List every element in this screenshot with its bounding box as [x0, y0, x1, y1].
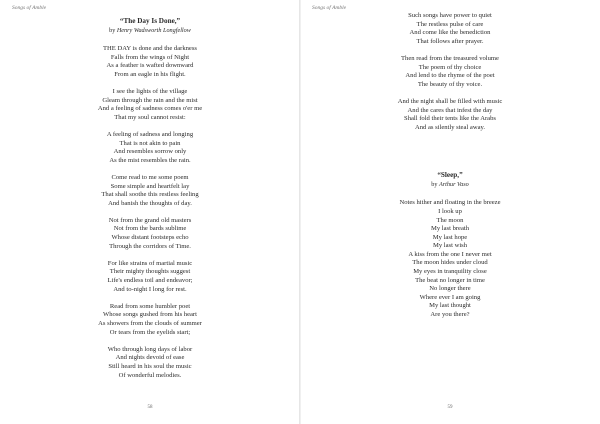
stanza	[25, 88, 275, 122]
poem-line: Where ever I am going	[419, 293, 481, 301]
poem-author: Henry Wadsworth Longfellow	[116, 27, 191, 34]
poem-line: And a feeling of sadness comes o'er me	[97, 105, 203, 113]
poem-line: And nights devoid of ease	[115, 354, 185, 362]
poem-line: That shall soothe this restless feeling	[101, 191, 199, 199]
byline-by: by	[431, 181, 438, 189]
stanza	[25, 174, 275, 208]
poem-line: Or tears from the eyelids start;	[109, 328, 191, 336]
poem-line: Not from the bards sublime	[113, 225, 187, 233]
stanza	[25, 131, 275, 165]
left-column	[25, 16, 275, 380]
poem-line: Whose songs gushed from his heart	[103, 311, 197, 319]
poem-line: A feeling of sadness and longing	[106, 130, 194, 138]
poem-line: The moon hides under cloud	[412, 259, 488, 267]
poem-line: Falls from the wings of Night	[110, 53, 190, 61]
poem-line: For like strains of martial music	[107, 259, 193, 267]
poem-title: “Sleep,”	[437, 171, 463, 180]
right-column	[325, 12, 575, 320]
poem-line: Some simple and heartfelt lay	[110, 182, 190, 190]
poem-byline	[325, 180, 575, 190]
second-poem	[325, 170, 575, 319]
poem-line: And resembles sorrow only	[113, 148, 187, 156]
stanza	[325, 55, 575, 89]
poem-line: Not from the grand old masters	[108, 216, 192, 224]
poem-line: Life's endless toil and endeavor;	[107, 277, 193, 285]
poem-line: The restless pulse of care	[416, 20, 484, 28]
poem-line: Then read from the treasured volume	[401, 54, 499, 62]
poem-line: And the night shall be filled with music	[397, 97, 503, 105]
poem-byline	[25, 26, 275, 36]
poem-line: I see the lights of the village	[112, 87, 188, 95]
stanza	[25, 346, 275, 380]
poem-line: Whose distant footsteps echo	[111, 234, 189, 242]
poem-line: As a feather is wafted downward	[106, 62, 194, 70]
poem-line: My last hope	[432, 233, 468, 241]
poem-line: Notes hither and floating in the breeze	[399, 199, 501, 207]
poem-line: That my soul cannot resist:	[114, 113, 186, 121]
stanza	[25, 303, 275, 337]
poem-line: Such songs have power to quiet	[408, 12, 492, 19]
poem-line: My last breath	[430, 225, 470, 233]
poem-line: Their mighty thoughts suggest	[109, 268, 191, 276]
poem-line: The beauty of thy voice.	[417, 80, 483, 88]
poem-line: Come read to me some poem	[111, 173, 189, 181]
poem-line: That is not akin to pain	[119, 139, 181, 147]
stanza	[325, 12, 575, 46]
poem-line: My eyes in tranquility close	[413, 268, 487, 276]
poem-line: From an eagle in his flight.	[114, 70, 186, 78]
page-number-right: 59	[447, 405, 453, 410]
poem-line: As the mist resembles the rain.	[109, 156, 191, 164]
poem-line: Still heard in his soul the music	[108, 362, 192, 370]
poem-line: As showers from the clouds of summer	[98, 320, 202, 327]
poem-line: And as silently steal away.	[414, 123, 486, 131]
poem-line: Read from some humbler poet	[109, 302, 191, 310]
stanza	[25, 260, 275, 294]
poem-line: Are you there?	[430, 311, 470, 319]
stanza	[325, 98, 575, 132]
stanza	[25, 217, 275, 251]
poem-line: And come like the benediction	[409, 29, 491, 37]
poem-line: And the cares that infest the day	[407, 106, 493, 114]
poem-author: Arthur Vaso	[438, 181, 469, 189]
stanza	[325, 199, 575, 319]
stanza	[25, 45, 275, 79]
running-head-left: Songs of Amble	[12, 5, 47, 11]
poem-line: And to-night I long for rest.	[113, 285, 187, 293]
poem-line: And banish the thoughts of day.	[108, 199, 192, 207]
poem-line: Of wonderful melodies.	[118, 371, 182, 379]
poem-line: THE DAY is done and the darkness	[102, 45, 197, 52]
page-number-left: 58	[147, 405, 153, 410]
poem-line: And lend to the rhyme of the poet	[405, 72, 495, 80]
poem-line: That follows after prayer.	[416, 37, 484, 45]
poem-body-left	[25, 45, 275, 380]
poem-line: The moon	[436, 216, 464, 224]
poem-body-right	[325, 12, 575, 132]
running-head-right: Songs of Amble	[312, 5, 347, 11]
poem-line: My last wish	[432, 242, 468, 250]
byline-by: by	[109, 27, 116, 34]
poem-line: Who through long days of labor	[107, 345, 193, 353]
poem-line: Shall fold their tents like the Arabs	[404, 115, 496, 123]
poem-body-second	[325, 199, 575, 319]
poem-line: The beat no longer in time	[415, 276, 485, 284]
poem-line: I look up	[438, 207, 462, 215]
poem-line: The poem of thy choice	[418, 63, 482, 71]
right-page	[300, 0, 600, 424]
poem-line: No longer there	[429, 285, 471, 293]
poem-line: My last thought	[429, 302, 471, 310]
poem-line: Gleam through the rain and the mist	[102, 96, 198, 104]
poem-title: “The Day Is Done,”	[119, 17, 181, 25]
poem-line: Through the corridors of Time.	[109, 242, 191, 250]
poem-line: A kiss from the one I never met	[408, 250, 492, 258]
